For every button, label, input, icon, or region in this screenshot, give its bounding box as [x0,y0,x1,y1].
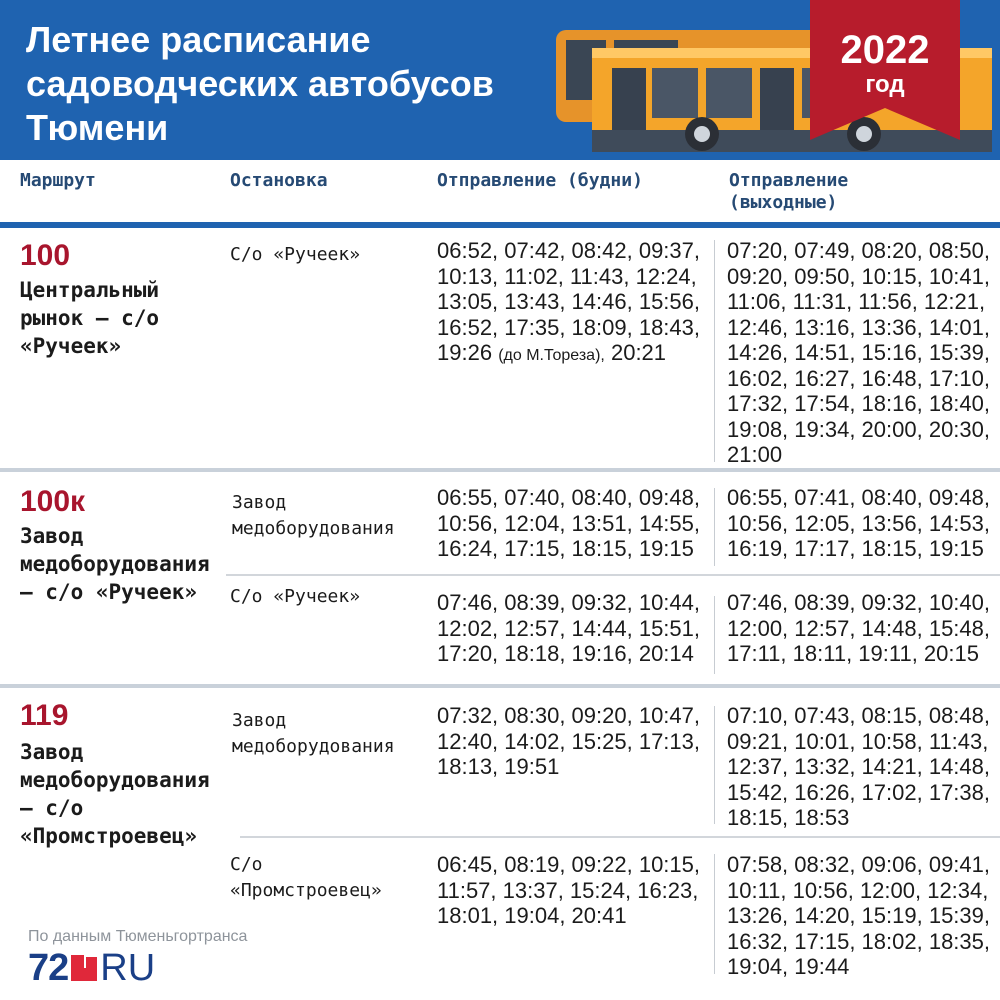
weekday-times: 06:45, 08:19, 09:22, 10:15, 11:57, 13:37, 15:24, 16:23, 18:01, 19:04, 20:41 [437,852,701,928]
logo-ru: RU [100,946,156,989]
route-name: Центральный рынок — с/о «Ручеек» [20,278,160,358]
column-header-stop: Остановка [230,170,328,191]
column-header-route: Маршрут [20,170,96,191]
column-header-weekends: Отправление (выходные) [729,170,849,213]
site-logo[interactable] [28,948,155,988]
weekday-times: 07:32, 08:30, 09:20, 10:47, 12:40, 14:02, 15:25, 17:13, 18:13, 19:51 [437,703,701,779]
title-line-2: садоводческих автобусов [26,63,494,104]
weekday-times: 06:55, 07:40, 08:40, 09:48, 10:56, 12:04, 13:51, 14:55, 16:24, 17:15, 18:15, 19:15 [437,485,701,561]
title-line-1: Летнее расписание [26,19,371,60]
page-title [26,18,494,150]
column-divider [714,706,715,824]
stop-divider [240,836,1000,838]
logo-square-icon [71,955,97,981]
weekday-times: 07:46, 08:39, 09:32, 10:44, 12:02, 12:57, 14:44, 15:51, 17:20, 18:18, 19:16, 20:14 [437,590,701,666]
weekend-times: 07:58, 08:32, 09:06, 09:41, 10:11, 10:56, 12:00, 12:34, 13:26, 14:20, 15:19, 15:39, 16:32, 17:15, 18:02, 18:35, 19:04, 19:44 [727,852,991,979]
route-number: 119 [20,699,69,732]
header-divider [0,222,1000,228]
stop-name: С/о «Ручеек» [230,586,361,607]
route-number: 100 [20,239,71,272]
header-banner [0,0,1000,160]
column-divider [714,240,715,462]
weekend-times: 07:20, 07:49, 08:20, 08:50, 09:20, 09:50, 10:15, 10:41, 11:06, 11:31, 11:56, 12:21, 12:46, 13:16, 13:36, 14:01, 14:26, 14:51, 15:16, 15:39, 16:02, 16:27, 16:48, 17:10, 17:32, 17:54, 18:16, 18:40, 19:08, 19:34, 20:00, 20:30, 21:00 [727,238,991,467]
route-divider [0,684,1000,688]
stop-name: Завод медоборудования [232,710,395,757]
weekend-times: 06:55, 07:41, 08:40, 09:48, 10:56, 12:05, 13:56, 14:53, 16:19, 17:17, 18:15, 19:15 [727,485,991,561]
stop-name: С/о «Промстроевец» [230,854,382,901]
weekday-times-list: 06:52, 07:42, 08:42, 09:37, 10:13, 11:02, 11:43, 12:24, 13:05, 13:43, 14:46, 15:56, 16:52, 17:35, 18:09, 18:43, 19:26 [437,238,701,365]
source-note: По данным Тюменьгортранса [28,928,248,945]
column-divider [714,854,715,974]
route-name: Завод медоборудования — с/о «Ручеек» [20,524,210,604]
column-divider [714,488,715,566]
logo-number: 72 [28,946,69,989]
weekday-times-tail: 20:21 [610,340,667,365]
year-badge-text [810,28,960,98]
weekend-times: 07:10, 07:43, 08:15, 08:48, 09:21, 10:01, 10:58, 11:43, 12:37, 13:32, 14:21, 14:48, 15:42, 16:26, 17:02, 17:38, 18:15, 18:53 [727,703,991,830]
weekend-times: 07:46, 08:39, 09:32, 10:40, 12:00, 12:57, 14:48, 15:48, 17:11, 18:11, 19:11, 20:15 [727,590,991,666]
year-number: 2022 [840,28,930,72]
route-number: 100к [20,485,86,518]
weekday-times [437,238,712,369]
weekday-times-note: (до М.Тореза), [498,347,605,364]
stop-divider [226,574,1000,576]
column-divider [714,596,715,674]
year-suffix: год [865,71,905,98]
stop-name: С/о «Ручеек» [230,244,361,265]
route-divider [0,468,1000,472]
route-name: Завод медоборудования — с/о «Промстроевец» [20,740,210,848]
stop-name: Завод медоборудования [232,492,395,539]
title-line-3: Тюмени [26,107,169,148]
column-header-weekdays: Отправление (будни) [437,170,643,191]
